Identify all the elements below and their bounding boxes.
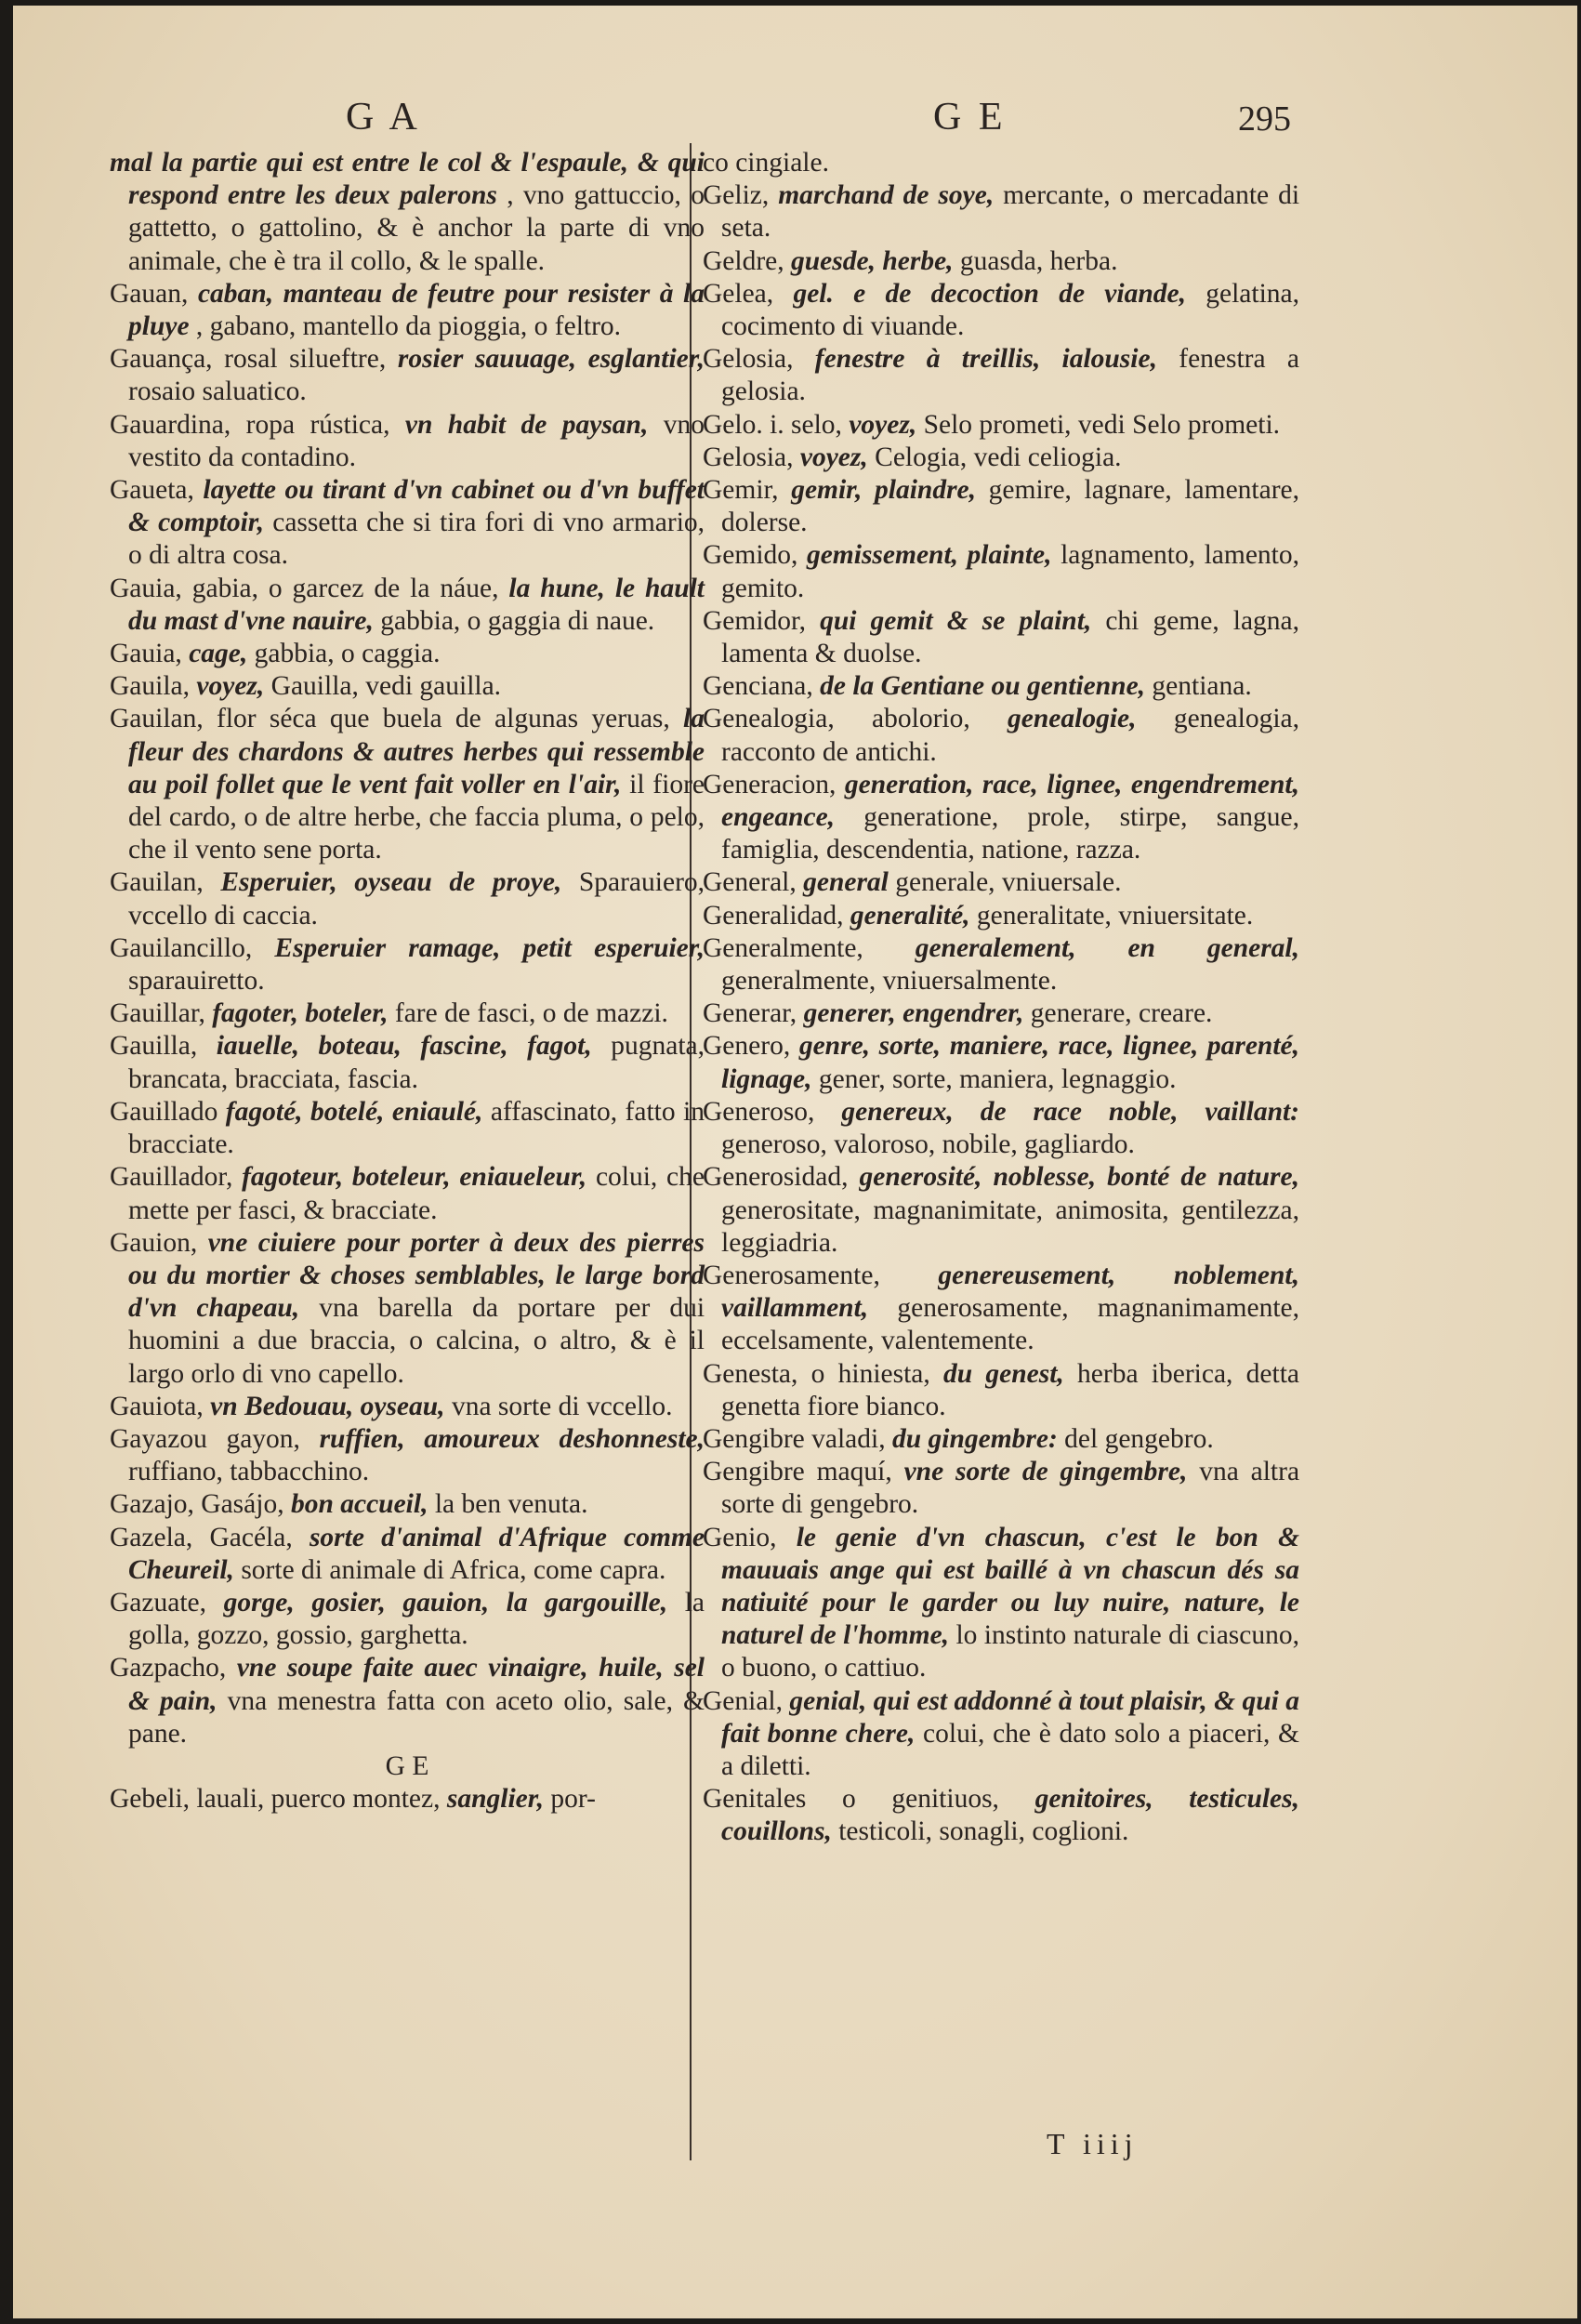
french-gloss: generalité, — [850, 900, 970, 931]
italian-gloss: genealogia, racconto de antichi. — [721, 704, 1299, 767]
headword: Geliz, — [703, 180, 770, 211]
dictionary-entry — [703, 670, 1299, 703]
dictionary-entry — [110, 474, 705, 573]
headword: Gazajo, Gasájo, — [110, 1489, 284, 1520]
dictionary-entry — [110, 147, 705, 278]
italian-gloss: colui, che mette per fasci, & bracciate. — [128, 1162, 705, 1225]
italian-gloss: co cingiale. — [703, 148, 829, 178]
french-gloss: sorte d'animal d'Afrique comme Cheureil, — [128, 1522, 705, 1585]
dictionary-entry — [703, 179, 1299, 244]
headword: Gayazou gayon, — [110, 1423, 300, 1454]
headword: Gengibre maquí, — [703, 1457, 892, 1487]
dictionary-entry — [703, 147, 1299, 179]
french-gloss: iauelle, boteau, fascine, fagot, — [216, 1031, 592, 1062]
dictionary-entry — [110, 573, 705, 638]
headword: Genealogia, abolorio, — [703, 704, 970, 734]
french-gloss: de la Gentiane ou gentienne, — [820, 671, 1146, 702]
headword: Gauilan, flor séca que buela de algunas yeruas, — [110, 704, 670, 734]
italian-gloss: colui, che è dato solo a piaceri, & a diletti. — [721, 1718, 1299, 1781]
italian-gloss: fenestra a gelosia. — [721, 344, 1299, 407]
headword: Gauiota, — [110, 1391, 204, 1421]
french-gloss: caban, manteau de feutre pour resister à la pluye — [128, 278, 705, 342]
italian-gloss: gelatina, cocimento di viuande. — [721, 278, 1300, 342]
italian-gloss: testicoli, sonagli, coglioni. — [838, 1816, 1129, 1847]
headword: Generosidad, — [703, 1162, 849, 1193]
french-gloss: voyez, — [799, 442, 868, 472]
french-gloss: vn habit de paysan, — [404, 409, 649, 440]
headword: Genitales o genitiuos, — [703, 1784, 999, 1815]
italian-gloss: herba iberica, detta genetta fiore bianco. — [721, 1358, 1299, 1421]
french-gloss: la hune, le hault du mast d'vne nauire, — [128, 573, 705, 636]
dictionary-entry — [703, 409, 1299, 442]
italian-gloss: , vno gattuccio, o gattetto, o gattolino, & è anchor la parte di vno animale, che è tra il collo, & le spalle. — [128, 180, 705, 276]
french-gloss: generer, engendrer, — [803, 998, 1024, 1029]
dictionary-entry — [703, 343, 1299, 408]
headword: Gemidor, — [703, 605, 807, 636]
headword: Generacion, — [703, 769, 837, 799]
dictionary-entry — [703, 900, 1299, 932]
italian-gloss: gabbia, o gaggia di naue. — [380, 605, 655, 636]
headword: Gauila, — [110, 671, 191, 702]
italian-gloss: la golla, gozzo, gossio, garghetta. — [128, 1587, 705, 1651]
headword: Gauilancillo, — [110, 932, 253, 963]
french-gloss: fagoté, botelé, eniaulé, — [225, 1096, 483, 1127]
italian-gloss: rosaio saluatico. — [128, 376, 307, 407]
italian-gloss: Celogia, vedi celiogia. — [875, 442, 1122, 472]
italian-gloss: la ben venuta. — [434, 1489, 588, 1520]
headword: Gauia, gabia, o garcez de la náue, — [110, 573, 499, 603]
right-column — [703, 147, 1299, 1849]
french-gloss: marchand de soye, — [778, 180, 995, 211]
dictionary-entry — [703, 245, 1299, 278]
page-number: 295 — [1238, 99, 1291, 139]
french-gloss: genre, sorte, maniere, race, lignee, parenté, lignage, — [721, 1031, 1299, 1094]
italian-gloss: guasda, herba. — [959, 245, 1118, 276]
italian-gloss: vna menestra fatta con aceto olio, sale, & pane. — [128, 1685, 705, 1749]
dictionary-entry — [703, 1423, 1299, 1456]
headword: Gazuate, — [110, 1587, 206, 1618]
headword: Gelea, — [703, 278, 774, 309]
french-gloss: voyez, — [849, 409, 917, 440]
italian-gloss: cassetta che si tira fori di vno armario, o di altra cosa. — [128, 508, 705, 571]
french-gloss: Esperuier, oyseau de proye, — [220, 867, 562, 898]
headword: Gauion, — [110, 1227, 198, 1258]
italian-gloss: generale, vniuersale. — [895, 867, 1122, 898]
italian-gloss: generalmente, vniuersalmente. — [721, 966, 1058, 997]
french-gloss: gemir, plaindre, — [791, 475, 977, 506]
headword: Generosamente, — [703, 1260, 880, 1290]
dictionary-entry — [703, 1358, 1299, 1423]
headword: Gauilla, — [110, 1031, 198, 1062]
french-gloss: fagoteur, boteleur, eniaueleur, — [242, 1162, 587, 1193]
italian-gloss: generatione, prole, stirpe, sangue, famiglia, descendentia, natione, razza. — [721, 802, 1299, 865]
dictionary-entry — [703, 1685, 1299, 1784]
italian-gloss: vna barella da portare per dui huomini a due braccia, o calcina, o altro, & è il largo orlo di vno capello. — [128, 1293, 705, 1389]
french-gloss: mal la partie qui est entre le col & l'espaule, & qui respond entre les deux palerons — [110, 148, 705, 211]
dictionary-entry — [110, 1522, 705, 1587]
italian-gloss: gemire, lagnare, lamentare, dolerse. — [721, 475, 1300, 538]
french-gloss: genereusement, noblement, vaillamment, — [721, 1260, 1299, 1324]
italian-gloss: fare de fasci, o de mazzi. — [394, 998, 668, 1029]
french-gloss: la fleur des chardons & autres herbes qui ressemble au poil follet que le vent fait voller en l'air, — [128, 704, 705, 799]
headword: Gauança, rosal silueftre, — [110, 344, 387, 375]
italian-gloss: pugnata, brancata, bracciata, fascia. — [128, 1031, 705, 1094]
italian-gloss: gentiana. — [1152, 671, 1252, 702]
italian-gloss: il fiore del cardo, o de altre herbe, che faccia pluma, o pelo, che il vento sene porta. — [128, 769, 705, 865]
headword: Gelosia, — [703, 442, 794, 472]
headword: Generoso, — [703, 1096, 815, 1127]
italian-gloss: lagnamento, lamento, gemito. — [721, 540, 1300, 603]
headword: Genesta, o hiniesta, — [703, 1358, 930, 1389]
french-gloss: le genie d'vn chascun, c'est le bon & mauuais ange qui est baillé à vn chascun dés sa natiuité pour le garder ou luy nuire, nature, le naturel de l'homme, — [721, 1522, 1299, 1651]
headword: Gauan, — [110, 278, 189, 309]
italian-gloss: Gauilla, vedi gauilla. — [270, 671, 502, 702]
italian-gloss: generalitate, vniuersitate. — [976, 900, 1254, 931]
dictionary-entry — [703, 278, 1299, 343]
dictionary-entry — [110, 1488, 705, 1521]
italian-gloss: gener, sorte, maniera, legnaggio. — [818, 1063, 1177, 1094]
dictionary-entry — [110, 1161, 705, 1226]
italian-gloss: generare, creare. — [1030, 998, 1213, 1029]
dictionary-entry — [703, 1161, 1299, 1260]
italian-gloss: ruffiano, tabbacchino. — [128, 1457, 370, 1487]
headword: Genciana, — [703, 671, 813, 702]
french-gloss: vn Bedouau, oyseau, — [210, 1391, 445, 1421]
italian-gloss: generositate, magnanimitate, animosita, gentilezza, leggiadria. — [721, 1195, 1299, 1258]
dictionary-entry — [110, 343, 705, 408]
dictionary-entry — [703, 1522, 1299, 1685]
headword: Gemir, — [703, 475, 779, 506]
italian-gloss: vno vestito da contadino. — [128, 409, 705, 472]
dictionary-entry — [703, 442, 1299, 474]
dictionary-entry — [110, 1423, 705, 1488]
italian-gloss: generoso, valoroso, nobile, gagliardo. — [721, 1129, 1135, 1160]
headword: Generalmente, — [703, 932, 863, 963]
dictionary-entry — [110, 670, 705, 703]
dictionary-entry — [110, 866, 705, 931]
french-gloss: vne sorte de gingembre, — [903, 1457, 1188, 1487]
dictionary-entry — [703, 1030, 1299, 1095]
dictionary-entry — [110, 1030, 705, 1095]
headword: Geldre, — [703, 245, 784, 276]
italian-gloss: sparauiretto. — [128, 966, 265, 997]
french-gloss: layette ou tirant d'vn cabinet ou d'vn buffet & comptoir, — [128, 475, 705, 538]
french-gloss: vne ciuiere pour porter à deux des pierres ou du mortier & choses semblables, le large bord d'vn chapeau, — [128, 1227, 705, 1324]
headword: Generalidad, — [703, 900, 844, 931]
dictionary-entry — [110, 1783, 705, 1816]
italian-gloss: vna altra sorte di gengebro. — [721, 1457, 1300, 1520]
dictionary-entry — [110, 1391, 705, 1423]
french-gloss: genealogie, — [1008, 704, 1137, 734]
italian-gloss: Selo prometi, vedi Selo prometi. — [923, 409, 1281, 440]
italian-gloss: affascinato, fatto in bracciate. — [128, 1096, 705, 1160]
headword: Gebeli, lauali, puerco montez, — [110, 1784, 441, 1815]
dictionary-entry — [703, 1096, 1299, 1161]
french-gloss: sanglier, — [446, 1784, 544, 1815]
italian-gloss: Sparauiero, vccello di caccia. — [128, 867, 705, 931]
running-head-left: G A — [346, 96, 421, 139]
running-head-right: G E — [933, 96, 1007, 139]
french-gloss: du genest, — [943, 1358, 1064, 1389]
french-gloss: gemissement, plainte, — [806, 540, 1052, 571]
headword: Gemido, — [703, 540, 798, 571]
dictionary-entry — [703, 703, 1299, 768]
dictionary-entry — [703, 1783, 1299, 1848]
headword: Gazpacho, — [110, 1653, 227, 1684]
dictionary-entry — [703, 605, 1299, 670]
french-gloss: cage, — [189, 639, 248, 669]
french-gloss: fagoter, boteler, — [212, 998, 389, 1029]
french-gloss: genial, qui est addonné à tout plaisir, & qui a fait bonne chere, — [721, 1685, 1299, 1749]
italian-gloss: lo instinto naturale di ciascuno, o buono, o cattiuo. — [721, 1620, 1299, 1684]
italian-gloss: gabbia, o caggia. — [254, 639, 441, 669]
dictionary-entry — [110, 932, 705, 997]
italian-gloss: chi geme, lagna, lamenta & duolse. — [721, 605, 1300, 669]
french-gloss: fenestre à treillis, ialousie, — [814, 344, 1157, 375]
dictionary-entry — [110, 1096, 705, 1161]
dictionary-entry — [110, 1227, 705, 1391]
dictionary-entry — [703, 539, 1299, 604]
headword: Gengibre valadi, — [703, 1423, 886, 1454]
french-gloss: du gingembre: — [891, 1423, 1058, 1454]
headword: Gauilan, — [110, 867, 204, 898]
french-gloss: vne soupe faite auec vinaigre, huile, sel & pain, — [128, 1653, 705, 1716]
dictionary-entry — [110, 997, 705, 1030]
signature-mark: T iiij — [1047, 2127, 1139, 2160]
french-gloss: guesde, herbe, — [791, 245, 954, 276]
dictionary-entry — [110, 1587, 705, 1652]
french-gloss: Esperuier ramage, petit esperuier, — [274, 932, 705, 963]
french-gloss: gorge, gosier, gauion, la gargouille, — [223, 1587, 668, 1618]
french-gloss: generosité, noblesse, bonté de nature, — [859, 1162, 1299, 1193]
french-gloss: genitoires, testicules, couillons, — [721, 1784, 1300, 1847]
headword: Genial, — [703, 1685, 784, 1716]
headword: Gaueta, — [110, 475, 194, 506]
dictionary-entry — [703, 866, 1299, 899]
book-page — [13, 6, 1577, 2318]
french-gloss: generalement, en general, — [915, 932, 1299, 963]
french-gloss: generation, race, lignee, engendrement, engeance, — [721, 769, 1299, 833]
dictionary-entry — [703, 932, 1299, 997]
dictionary-entry — [110, 1652, 705, 1750]
dictionary-entry — [703, 769, 1299, 867]
dictionary-entry — [703, 1260, 1299, 1358]
french-gloss: bon accueil, — [290, 1489, 428, 1520]
dictionary-entry — [110, 278, 705, 343]
headword: Gauillar, — [110, 998, 205, 1029]
french-gloss: ruffien, amoureux deshonneste, — [319, 1423, 705, 1454]
french-gloss: rosier sauuage, esglantier, — [397, 344, 705, 375]
french-gloss: gel. e de decoction de viande, — [793, 278, 1186, 309]
headword: Genio, — [703, 1522, 777, 1552]
left-column — [110, 147, 705, 1816]
italian-gloss: , gabano, mantello da pioggia, o feltro. — [195, 311, 622, 342]
headword: Gauillado — [110, 1096, 218, 1127]
headword: Gelo. i. selo, — [703, 409, 842, 440]
headword: Gazela, Gacéla, — [110, 1522, 293, 1552]
french-gloss: qui gemit & se plaint, — [820, 605, 1092, 636]
headword: General, — [703, 867, 797, 898]
dictionary-entry — [110, 703, 705, 866]
headword: Gauia, — [110, 639, 182, 669]
headword: Gauardina, ropa rústica, — [110, 409, 390, 440]
dictionary-entry — [110, 409, 705, 474]
french-gloss: general — [803, 867, 889, 898]
italian-gloss: mercante, o mercadante di seta. — [721, 180, 1300, 244]
italian-gloss: por- — [550, 1784, 596, 1815]
headword: Gauillador, — [110, 1162, 233, 1193]
headword: Genero, — [703, 1031, 791, 1062]
dictionary-entry — [703, 474, 1299, 539]
dictionary-entry — [110, 638, 705, 670]
italian-gloss: generosamente, magnanimamente, eccelsamente, valentemente. — [721, 1293, 1299, 1356]
french-gloss: voyez, — [196, 671, 265, 702]
italian-gloss: vna sorte di vccello. — [451, 1391, 673, 1421]
headword: Gelosia, — [703, 344, 794, 375]
headword: Generar, — [703, 998, 797, 1029]
french-gloss: genereux, de race noble, vaillant: — [841, 1096, 1299, 1127]
dictionary-entry — [703, 997, 1299, 1030]
dictionary-entry — [703, 1456, 1299, 1521]
italian-gloss: del gengebro. — [1064, 1423, 1214, 1454]
section-heading: G E — [385, 1750, 429, 1781]
italian-gloss: sorte di animale di Africa, come capra. — [241, 1554, 666, 1585]
